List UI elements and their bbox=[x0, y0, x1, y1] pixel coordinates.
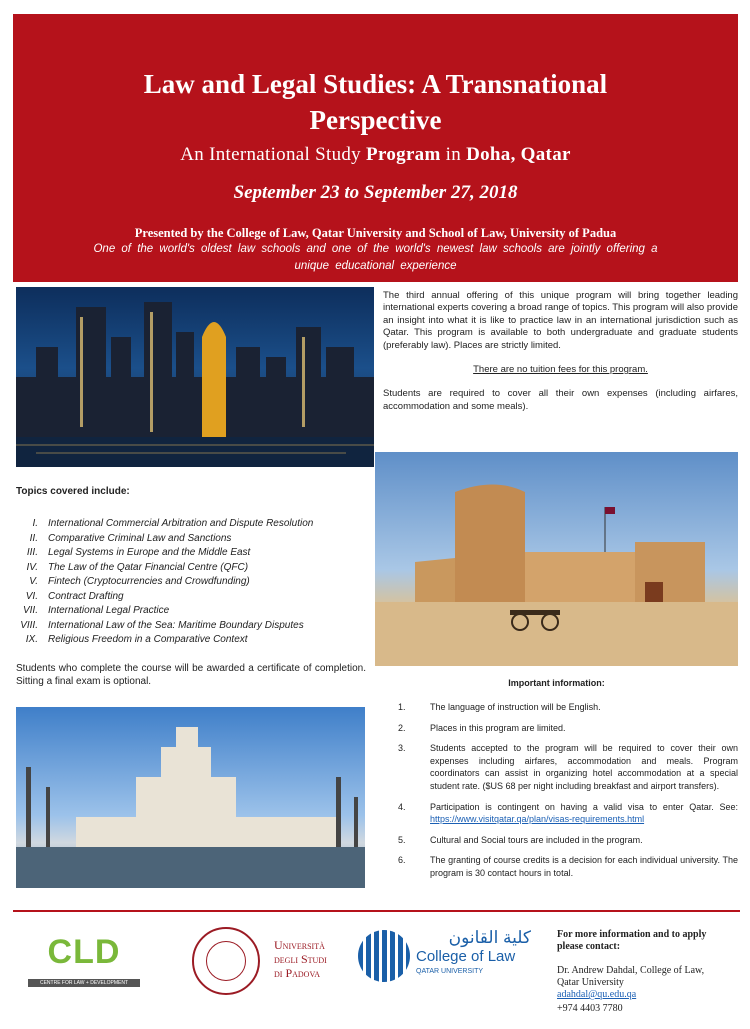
footer-divider bbox=[13, 910, 740, 912]
qu-logo-text bbox=[416, 928, 531, 975]
info-number: 1. bbox=[398, 702, 406, 712]
info-list bbox=[398, 701, 738, 888]
qu-emblem-icon bbox=[358, 930, 410, 982]
tagline-line2: unique educational experience bbox=[294, 260, 457, 272]
topic-number: IX. bbox=[25, 634, 38, 645]
tagline-line1: One of the world's oldest law schools and one of the world's newest law schools are jointly offering a bbox=[93, 243, 658, 255]
info-number: 4. bbox=[398, 801, 406, 812]
padova-logo-text bbox=[274, 938, 327, 980]
dates: September 23 to September 27, 2018 bbox=[233, 182, 518, 203]
padova-line1: Università bbox=[274, 938, 325, 952]
padova-line2: degli Studi bbox=[274, 952, 327, 966]
contact-phone: +974 4403 7780 bbox=[557, 1003, 623, 1014]
subtitle bbox=[13, 144, 738, 166]
doha-skyline-image bbox=[16, 287, 374, 467]
topic-number: I. bbox=[32, 518, 38, 529]
subtitle-pre: An International Study bbox=[180, 144, 367, 165]
info-text: The language of instruction will be English. bbox=[430, 702, 601, 712]
topic-item bbox=[16, 517, 366, 532]
info-item bbox=[398, 722, 738, 735]
topic-item bbox=[16, 575, 366, 590]
intro-paragraph: The third annual offering of this unique program will bring together leading international experts covering a broad range of topics. This program will also provide an insight into what it is like to practice law in an international jurisdiction such as Qatar. This program is available to both undergraduate and graduate students (preferably law). Places are strictly limited. bbox=[383, 290, 738, 351]
topic-number: III. bbox=[26, 547, 38, 558]
qu-line1: College of Law bbox=[416, 948, 516, 965]
topic-text: Fintech (Cryptocurrencies and Crowdfunding) bbox=[48, 576, 250, 587]
topic-item bbox=[16, 590, 366, 605]
contact-section bbox=[557, 929, 707, 1015]
topic-number: VIII. bbox=[20, 619, 38, 631]
cld-logo bbox=[28, 935, 140, 987]
fort-image bbox=[375, 452, 738, 666]
info-item bbox=[398, 801, 738, 826]
info-item bbox=[398, 742, 738, 792]
topic-text: International Legal Practice bbox=[48, 605, 170, 616]
topic-text: International Commercial Arbitration and Dispute Resolution bbox=[48, 518, 314, 529]
presented-by: Presented by the College of Law, Qatar University and School of Law, University of Padua bbox=[134, 226, 617, 240]
qu-arabic: كلية القانون bbox=[448, 928, 531, 947]
info-number: 6. bbox=[398, 855, 406, 866]
visa-link[interactable]: https://www.visitqatar.qa/plan/visas-requirements.html bbox=[430, 814, 645, 825]
topic-item bbox=[16, 532, 366, 547]
info-item bbox=[398, 701, 738, 714]
topic-text: Comparative Criminal Law and Sanctions bbox=[48, 532, 232, 544]
topics-list bbox=[16, 517, 366, 648]
info-text: Cultural and Social tours are included in the program. bbox=[430, 834, 643, 845]
cld-logo-text: CLD bbox=[47, 933, 121, 971]
topic-number: VI. bbox=[25, 590, 38, 602]
qu-line2: QATAR UNIVERSITY bbox=[416, 968, 484, 975]
no-fees-note: There are no tuition fees for this program. bbox=[473, 364, 648, 376]
museum-graphic bbox=[16, 707, 365, 888]
topic-text: Contract Drafting bbox=[48, 590, 124, 602]
topic-number: II. bbox=[29, 532, 38, 544]
expenses-paragraph: Students are required to cover all their own expenses (including airfares, accommodation and some meals). bbox=[383, 388, 738, 412]
padova-line3: di Padova bbox=[274, 966, 320, 980]
header-banner bbox=[13, 14, 738, 282]
fort-graphic bbox=[375, 452, 738, 666]
topic-item bbox=[16, 619, 366, 634]
topic-text: Legal Systems in Europe and the Middle East bbox=[48, 547, 251, 558]
intro-section bbox=[383, 290, 738, 413]
certificate-note: Students who complete the course will be awarded a certificate of completion. Sitting a final exam is optional. bbox=[16, 662, 366, 687]
info-text: Places in this program are limited. bbox=[430, 722, 566, 733]
cld-logo-sub: CENTRE FOR LAW + DEVELOPMENT bbox=[28, 979, 140, 987]
contact-email-link[interactable]: adahdal@qu.edu.qa bbox=[557, 989, 637, 1000]
topic-text: The Law of the Qatar Financial Centre (QFC) bbox=[48, 561, 249, 573]
topic-item bbox=[16, 561, 366, 576]
topic-item bbox=[16, 546, 366, 561]
info-text: Students accepted to the program will be required to cover their own expenses including airfares, accommodation and meals. Program coordinators can assist in organizing hotel accommodation at a special student rate. ($US 68 per night including breakfast and airport transfers). bbox=[430, 743, 738, 791]
title-line2: Perspective bbox=[309, 105, 442, 135]
topic-number: VII. bbox=[22, 605, 38, 616]
subtitle-program: Program bbox=[366, 144, 441, 165]
topic-text: Religious Freedom in a Comparative Context bbox=[48, 634, 248, 645]
contact-name: Dr. Andrew Dahdal, College of Law, Qatar University bbox=[557, 965, 705, 988]
topic-text: International Law of the Sea: Maritime Boundary Disputes bbox=[48, 619, 304, 631]
info-item bbox=[398, 854, 738, 879]
topic-number: V. bbox=[29, 576, 38, 587]
contact-heading: For more information and to apply please contact: bbox=[557, 929, 707, 952]
topic-item bbox=[16, 604, 366, 619]
topics-section bbox=[16, 486, 366, 688]
info-text: The granting of course credits is a decision for each individual university. The program is 30 contact hours in total. bbox=[430, 855, 738, 878]
info-number: 2. bbox=[398, 722, 406, 733]
info-item bbox=[398, 834, 738, 847]
info-number: 3. bbox=[398, 743, 406, 754]
title-line1: Law and Legal Studies: A Transnational bbox=[143, 69, 608, 99]
subtitle-location: Doha, Qatar bbox=[466, 144, 571, 165]
topic-number: IV. bbox=[26, 561, 38, 573]
topics-heading: Topics covered include: bbox=[16, 486, 130, 497]
info-text: Participation is contingent on having a valid visa to enter Qatar. See: bbox=[430, 801, 738, 812]
info-heading: Important information: bbox=[508, 678, 605, 688]
padova-seal-icon bbox=[192, 927, 260, 995]
skyline-graphic bbox=[16, 287, 374, 467]
topic-item bbox=[16, 633, 366, 648]
subtitle-mid: in bbox=[440, 144, 467, 165]
museum-image bbox=[16, 707, 365, 888]
info-number: 5. bbox=[398, 834, 406, 845]
